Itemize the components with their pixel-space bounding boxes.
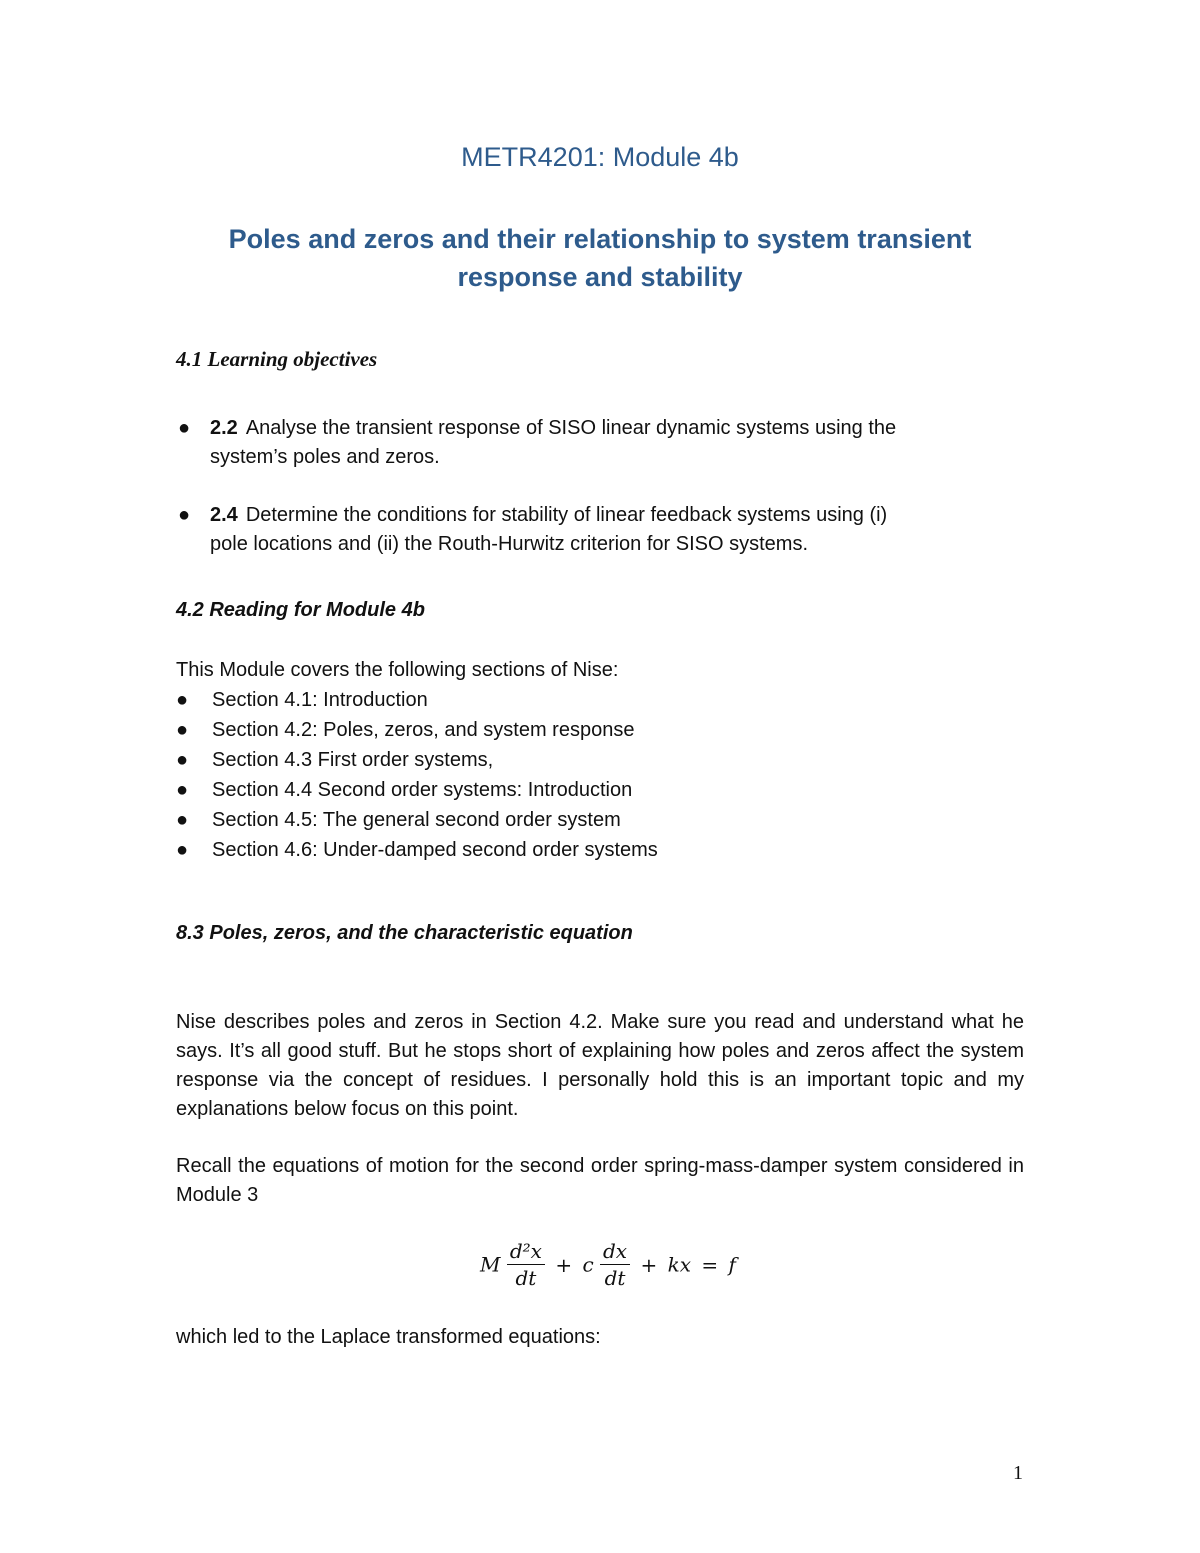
bullet-icon: ●	[176, 719, 189, 741]
paragraph-poles-zeros: Nise describes poles and zeros in Section 4.2. Make sure you read and understand what he says. It’s all good stuff. But he stops short of explaining how poles and zeros affect the system response via the concept of residues. I personally hold this is an important topic and my explanations below focus on this point.	[176, 1011, 1024, 1120]
objective-text-line2: pole locations and (ii) the Routh-Hurwitz criterion for SISO systems.	[210, 533, 808, 555]
objective-number: 2.2	[210, 417, 238, 439]
objective-item	[178, 414, 1030, 472]
objective-number: 2.4	[210, 504, 238, 526]
objectives-heading: 4.1 Learning objectives	[176, 347, 378, 371]
eq-mass: M	[480, 1252, 501, 1277]
list-item-text: Section 4.2: Poles, zeros, and system response	[212, 719, 635, 741]
list-item-text: Section 4.5: The general second order system	[212, 809, 621, 831]
list-item	[176, 805, 658, 835]
objective-text-line1: Analyse the transient response of SISO linear dynamic systems using the	[245, 417, 897, 439]
eq-fraction-second-derivative	[507, 1238, 545, 1291]
document-subtitle	[0, 220, 1200, 296]
eq-numerator: d²x	[507, 1238, 545, 1265]
eq-damping: c	[582, 1252, 594, 1277]
bullet-icon: ●	[178, 504, 191, 526]
eq-plus: +	[640, 1252, 658, 1277]
document-title: METR4201: Module 4b	[461, 142, 739, 172]
list-item	[176, 715, 658, 745]
bullet-icon: ●	[176, 779, 189, 801]
list-item-text: Section 4.4 Second order systems: Introduction	[212, 779, 633, 801]
eq-denominator: dt	[515, 1266, 537, 1290]
page-number: 1	[1013, 1462, 1023, 1484]
paragraph-equations-of-motion: Recall the equations of motion for the second order spring-mass-damper system considered in Module 3	[176, 1155, 1024, 1206]
subtitle-line-1: Poles and zeros and their relationship to system transient	[228, 224, 972, 254]
list-item	[176, 835, 658, 865]
eq-spring-term: kx	[667, 1252, 691, 1277]
objective-item	[178, 501, 1030, 559]
paragraph-laplace: which led to the Laplace transformed equations:	[176, 1326, 601, 1348]
section-8-3-heading: 8.3 Poles, zeros, and the characteristic equation	[176, 922, 633, 944]
list-item	[176, 685, 658, 715]
bullet-icon: ●	[176, 839, 189, 861]
list-item-text: Section 4.1: Introduction	[212, 689, 428, 711]
eq-force: f	[728, 1252, 736, 1277]
eq-numerator: dx	[600, 1238, 630, 1265]
bullet-icon: ●	[176, 689, 189, 711]
bullet-icon: ●	[176, 809, 189, 831]
bullet-icon: ●	[178, 417, 191, 439]
list-item	[176, 745, 658, 775]
reading-intro: This Module covers the following sections of Nise:	[176, 659, 619, 681]
eq-plus: +	[555, 1252, 573, 1277]
eq-denominator: dt	[604, 1266, 626, 1290]
objective-text-line1: Determine the conditions for stability of linear feedback systems using (i)	[245, 504, 888, 526]
eq-equals: =	[701, 1252, 719, 1277]
list-item-text: Section 4.6: Under-damped second order systems	[212, 839, 658, 861]
subtitle-line-2: response and stability	[457, 262, 743, 292]
objective-text-line2: system’s poles and zeros.	[210, 446, 440, 468]
eq-fraction-first-derivative	[600, 1238, 630, 1291]
equation-of-motion	[480, 1238, 736, 1298]
reading-section-list	[176, 685, 658, 865]
reading-heading: 4.2 Reading for Module 4b	[176, 599, 425, 621]
list-item	[176, 775, 658, 805]
list-item-text: Section 4.3 First order systems,	[212, 749, 494, 771]
bullet-icon: ●	[176, 749, 189, 771]
